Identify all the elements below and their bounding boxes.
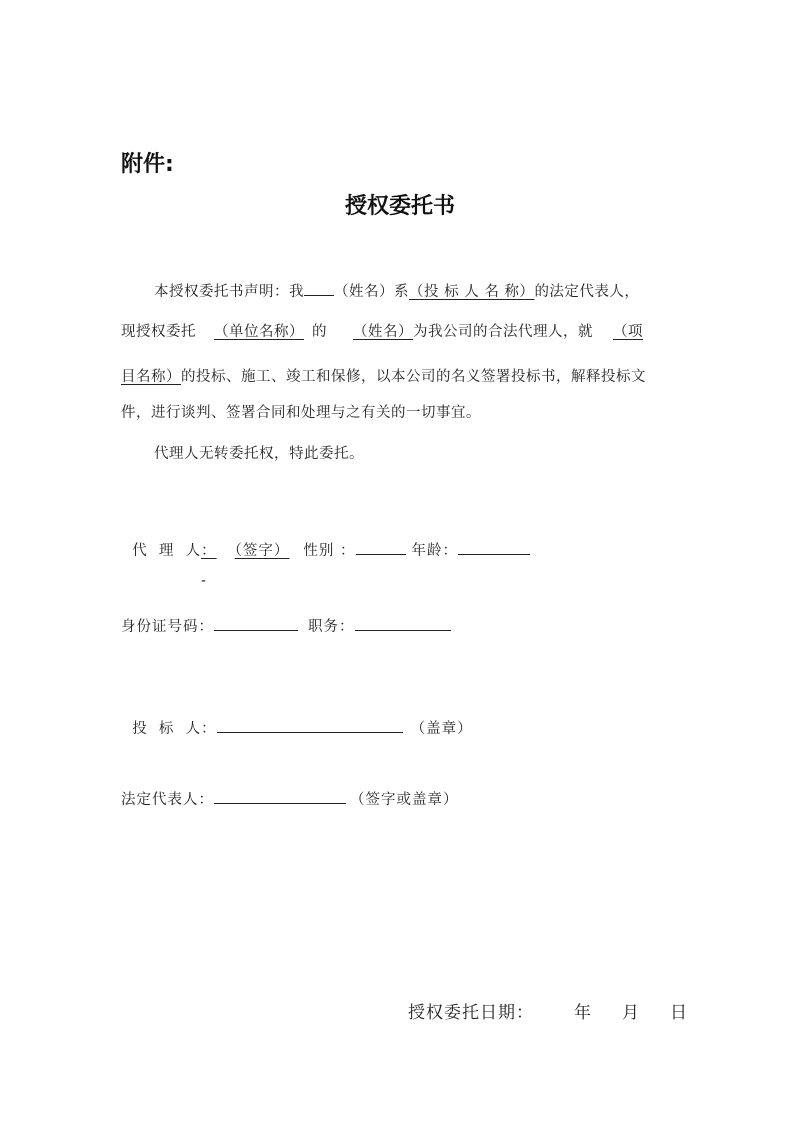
declaration-text: （姓名）系 bbox=[334, 284, 409, 300]
attachment-label: 附件: bbox=[121, 152, 174, 177]
document-title: 授权委托书 bbox=[344, 194, 455, 219]
project-name-placeholder-end: 目名称） bbox=[121, 369, 181, 385]
project-name-placeholder-start: （项 bbox=[613, 324, 643, 340]
no-subdelegation-statement: 代理人无转委托权，特此委托。 bbox=[154, 446, 364, 462]
declaration-line-2 bbox=[121, 322, 643, 342]
declaration-text: 为我公司的合法代理人，就 bbox=[413, 324, 593, 340]
declaration-line-4: 件，进行谈判、签署合同和处理与之有关的一切事宜。 bbox=[121, 405, 481, 421]
agent-label: 代 理 人 bbox=[132, 543, 202, 559]
legal-rep-note: （签字或盖章） bbox=[350, 792, 459, 808]
agent-sign-placeholder: （签字） bbox=[234, 543, 290, 559]
dash-mark: - bbox=[201, 573, 207, 589]
name-blank[interactable] bbox=[304, 279, 334, 296]
legal-rep-row bbox=[121, 787, 459, 809]
declaration-text: 本授权委托书声明：我 bbox=[154, 284, 304, 300]
position-blank[interactable] bbox=[355, 614, 451, 631]
declaration-line-3 bbox=[121, 367, 646, 387]
declaration-text: 的法定代表人， bbox=[534, 284, 640, 300]
date-label: 授权委托日期： bbox=[408, 1003, 534, 1023]
bidder-blank[interactable] bbox=[217, 716, 403, 733]
bidder-row bbox=[121, 700, 473, 738]
agent-colon: ： bbox=[201, 543, 217, 559]
age-label: 年龄： bbox=[411, 543, 459, 559]
legal-rep-blank[interactable] bbox=[214, 787, 346, 804]
legal-rep-label: 法定代表人： bbox=[121, 792, 214, 808]
id-number-blank[interactable] bbox=[214, 614, 298, 631]
declaration-text: 现授权委托 bbox=[121, 324, 196, 340]
gender-blank[interactable] bbox=[356, 538, 406, 555]
id-number-label: 身份证号码： bbox=[121, 619, 214, 635]
gender-label: 性别 ： bbox=[303, 543, 356, 559]
position-label: 职务： bbox=[308, 619, 355, 635]
id-row bbox=[121, 614, 451, 636]
age-blank[interactable] bbox=[458, 538, 530, 555]
unit-name-placeholder: （单位名称） bbox=[214, 324, 304, 340]
declaration-text: 的投标、施工、竣工和保修，以本公司的名义签署投标书，解释投标文 bbox=[181, 369, 646, 385]
declaration-line-1 bbox=[154, 279, 639, 302]
bidder-stamp-note: （盖章） bbox=[410, 721, 473, 737]
bidder-name-placeholder: （投 标 人 名 称） bbox=[409, 284, 535, 300]
bidder-label: 投 标 人： bbox=[132, 721, 217, 737]
declaration-text: 的 bbox=[312, 324, 327, 340]
agent-row bbox=[121, 522, 530, 560]
date-row bbox=[408, 998, 688, 1023]
date-month: 月 bbox=[622, 1003, 640, 1023]
date-year: 年 bbox=[574, 1003, 592, 1023]
date-day: 日 bbox=[670, 1003, 688, 1023]
agent-name-placeholder: （姓名） bbox=[353, 324, 413, 340]
